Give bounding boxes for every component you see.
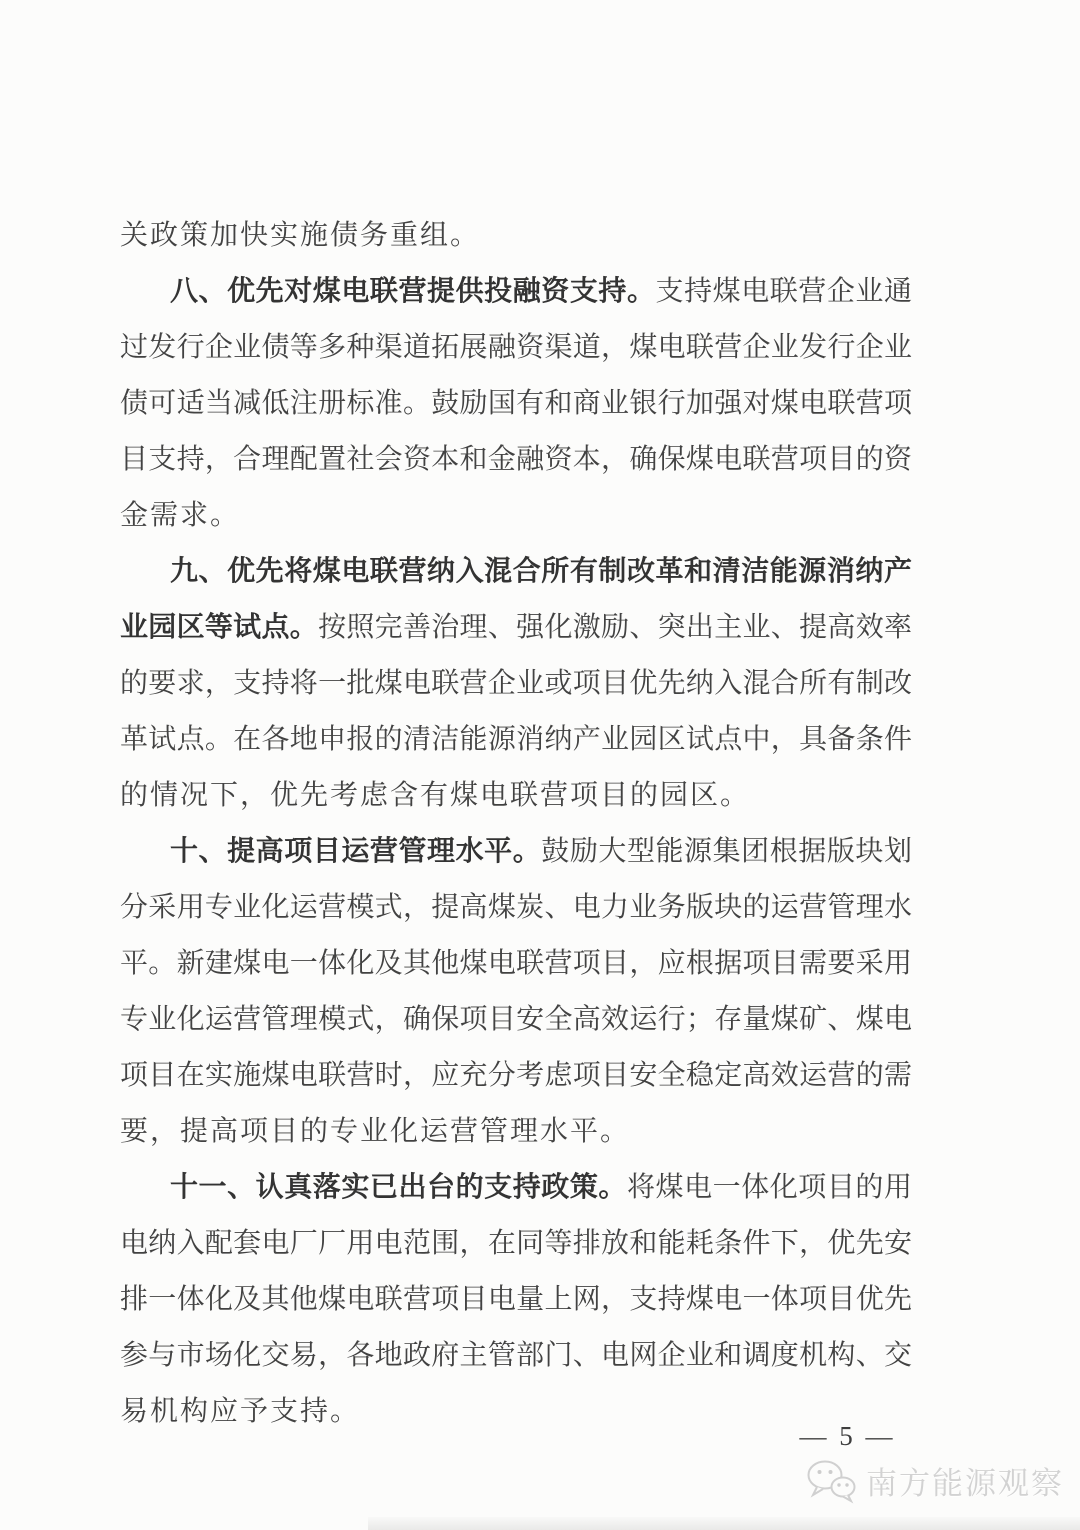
body-text: 参与市场化交易，各地政府主管部门、电网企业和调度机构、交: [120, 1340, 912, 1371]
body-text: 鼓励大型能源集团根据版块划: [541, 836, 912, 867]
body-text: 要，提高项目的专业化运营管理水平。: [120, 1116, 631, 1147]
text-line: [120, 1328, 912, 1384]
text-line: [120, 824, 912, 880]
text-line: [120, 600, 912, 656]
heading-text: 十、提高项目运营管理水平。: [170, 836, 542, 867]
heading-text: 八、优先对煤电联营提供投融资支持。: [170, 276, 656, 307]
text-line: [120, 264, 912, 320]
heading-text: 业园区等试点。: [120, 612, 319, 643]
text-line: [120, 936, 912, 992]
page-number: — 5 —: [799, 1421, 896, 1451]
body-text: 的要求，支持将一批煤电联营企业或项目优先纳入混合所有制改: [120, 668, 912, 699]
body-text: 项目在实施煤电联营时，应充分考虑项目安全稳定高效运营的需: [120, 1060, 912, 1091]
text-line: [120, 544, 912, 600]
body-text: 关政策加快实施债务重组。: [120, 220, 481, 251]
text-line: [120, 208, 912, 264]
text-line: [120, 1160, 912, 1216]
heading-text: 十一、认真落实已出台的支持政策。: [170, 1172, 627, 1203]
body-text: 分采用专业化运营模式，提高煤炭、电力业务版块的运营管理水: [120, 892, 912, 923]
body-text: 易机构应予支持。: [120, 1396, 361, 1427]
document-body: [120, 208, 912, 1440]
text-line: [120, 488, 912, 544]
text-line: [120, 1048, 912, 1104]
body-text: 支持煤电联营企业通: [655, 276, 912, 307]
wechat-icon: [806, 1458, 858, 1509]
text-line: [120, 1104, 912, 1160]
text-line: [120, 656, 912, 712]
body-text: 过发行企业债等多种渠道拓展融资渠道，煤电联营企业发行企业: [120, 332, 912, 363]
body-text: 将煤电一体化项目的用: [626, 1172, 912, 1203]
body-text: 的情况下，优先考虑含有煤电联营项目的园区。: [120, 780, 751, 811]
body-text: 目支持，合理配置社会资本和金融资本，确保煤电联营项目的资: [120, 444, 912, 475]
text-line: [120, 1216, 912, 1272]
watermark-label: 南方能源观察: [866, 1465, 1064, 1501]
heading-text: 九、优先将煤电联营纳入混合所有制改革和清洁能源消纳产: [170, 556, 912, 587]
scan-shadow-artifact: [368, 1517, 1080, 1530]
body-text: 专业化运营管理模式，确保项目安全高效运行；存量煤矿、煤电: [120, 1004, 912, 1035]
text-line: [120, 992, 912, 1048]
body-text: 革试点。在各地申报的清洁能源消纳产业园区试点中，具备条件: [120, 724, 912, 755]
watermark: [806, 1458, 1064, 1509]
body-text: 按照完善治理、强化激励、突出主业、提高效率: [318, 612, 912, 643]
body-text: 金需求。: [120, 500, 241, 531]
text-line: [120, 376, 912, 432]
text-line: [120, 1272, 912, 1328]
body-text: 债可适当减低注册标准。鼓励国有和商业银行加强对煤电联营项: [120, 388, 912, 419]
text-line: [120, 712, 912, 768]
text-line: [120, 880, 912, 936]
body-text: 电纳入配套电厂厂用电范围，在同等排放和能耗条件下，优先安: [120, 1228, 912, 1259]
text-line: [120, 320, 912, 376]
text-line: [120, 432, 912, 488]
text-line: [120, 768, 912, 824]
body-text: 平。新建煤电一体化及其他煤电联营项目，应根据项目需要采用: [120, 948, 912, 979]
body-text: 排一体化及其他煤电联营项目电量上网，支持煤电一体项目优先: [120, 1284, 912, 1315]
